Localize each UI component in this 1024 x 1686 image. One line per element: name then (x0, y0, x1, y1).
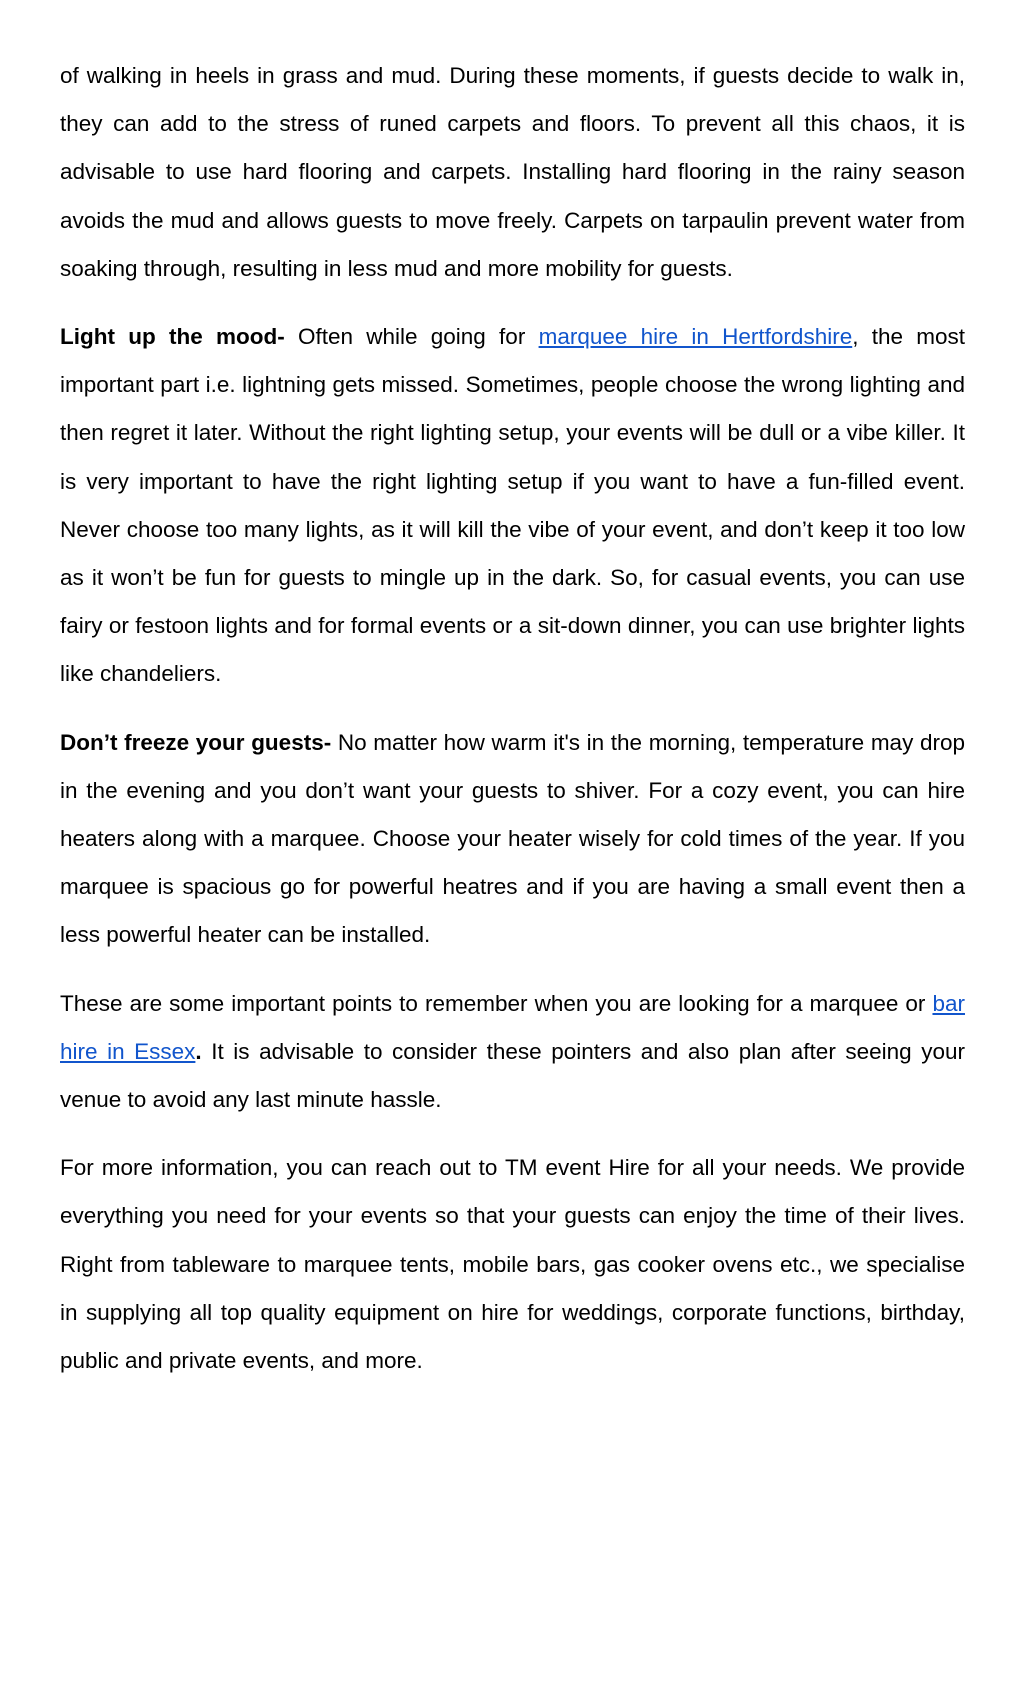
paragraph-text: of walking in heels in grass and mud. During these moments, if guests decide to walk in, they can add to the stress of runed carpets and floors. To prevent all this chaos, it is advisable to use hard flooring and carpets. Installing hard flooring in the rainy season avoids the mud and allows guests to move freely. Carpets on tarpaulin prevent water from soaking through, resulting in less mud and more mobility for guests. (60, 63, 965, 281)
section-heading-heating: Don’t freeze your guests- (60, 729, 332, 755)
paragraph-text: , the most important part i.e. lightning gets missed. Sometimes, people choose the wrong lighting and then regret it later. Without the right lighting setup, your events will be dull or a vibe killer. It is very important to have the right lighting setup if you want to have a fun-filled event. Never choose too many lights, as it will kill the vibe of your event, and don’t keep it too low as it won’t be fun for guests to mingle up in the dark. So, for casual events, you can use fairy or festoon lights and for formal events or a sit-down dinner, you can use brighter lights like chandeliers. (60, 324, 966, 687)
document-page (60, 52, 965, 1405)
paragraph-text: For more information, you can reach out to TM event Hire for all your needs. We provide everything you need for your events so that your guests can enjoy the time of their lives. Right from tableware to marquee tents, mobile bars, gas cooker ovens etc., we specialise in supplying all top quality equipment on hire for weddings, corporate functions, birthday, public and private events, and more. (60, 1155, 965, 1374)
paragraph-summary (60, 980, 965, 1125)
section-heading-lighting: Light up the mood- (60, 324, 285, 350)
paragraph-text: These are some important points to remember when you are looking for a marquee or (60, 990, 933, 1016)
paragraph-text: No matter how warm it's in the morning, temperature may drop in the evening and you don’t want your guests to shiver. For a cozy event, you can hire heaters along with a marquee. Choose your heater wisely for cold times of the year. If you marquee is spacious go for powerful heatres and if you are having a small event then a less powerful heater can be installed. (60, 729, 965, 948)
bar-hire-essex-link[interactable]: bar hire in Essex (60, 990, 965, 1064)
marquee-hire-hertfordshire-link[interactable]: marquee hire in Hertfordshire (538, 324, 853, 350)
paragraph-contact (60, 1144, 965, 1385)
paragraph-heating (60, 719, 965, 960)
paragraph-flooring (60, 52, 965, 293)
paragraph-text: It is advisable to consider these pointers and also plan after seeing your venue to avoid any last minute hassle. (60, 1038, 965, 1113)
paragraph-text: Often while going for (284, 324, 539, 350)
paragraph-lighting (60, 313, 965, 699)
bold-period: . (195, 1038, 202, 1064)
